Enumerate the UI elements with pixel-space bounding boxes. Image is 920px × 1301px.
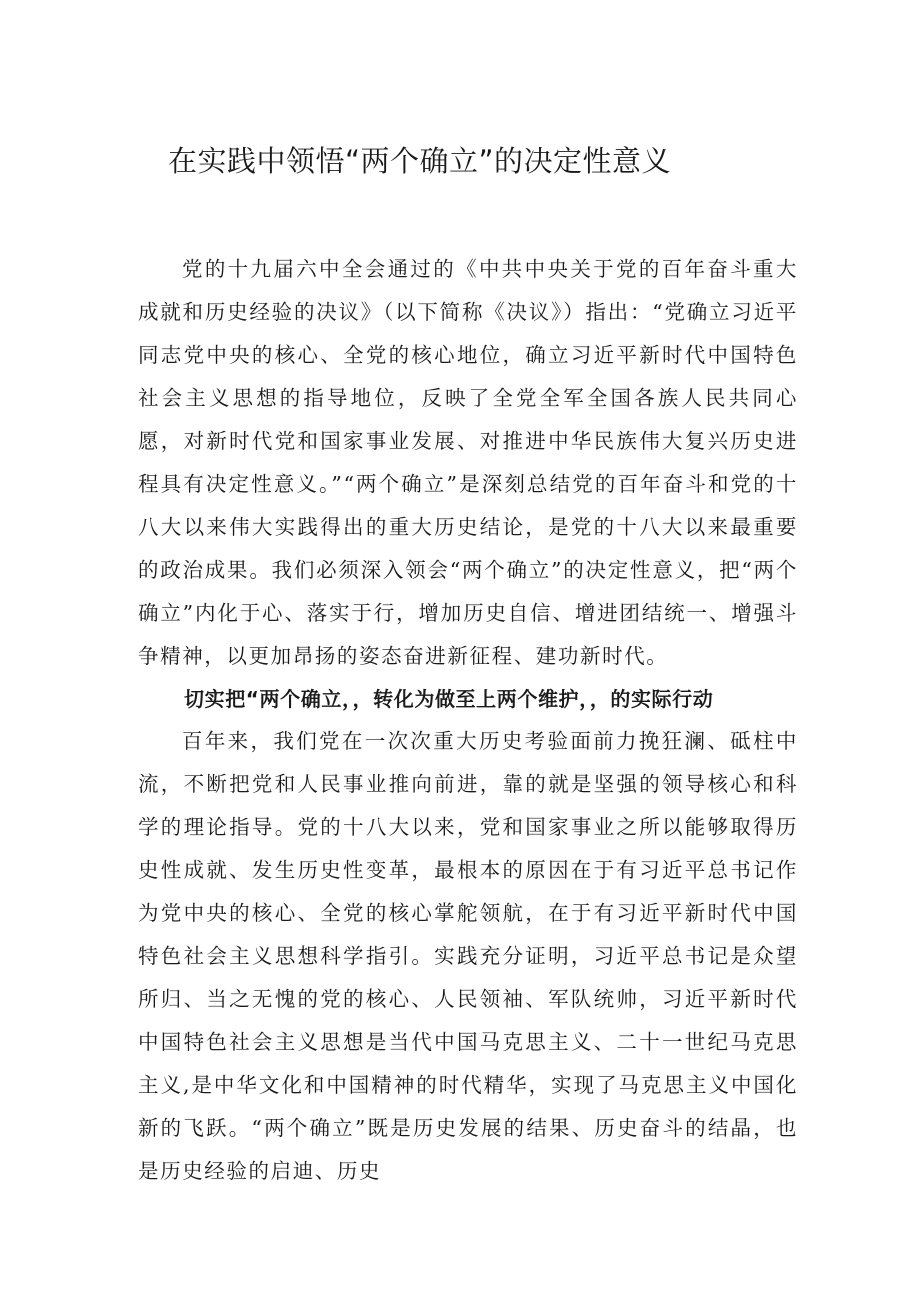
document-title: 在实践中领悟“两个确立”的决定性意义 [168, 144, 672, 178]
section-heading: 切实把“两个确立，，转化为做至上两个维护，，的实际行动 [184, 687, 714, 711]
intro-paragraph: 党的十九届六中全会通过的《中共中央关于党的百年奋斗重大成就和历史经验的决议》（以下简称《决议》）指出：“党确立习近平同志党中央的核心、全党的核心地位，确立习近平新时代中国特色社会主义思想的指导地位，反映了全党全军全国各族人民共同心愿，对新时代党和国家事业发展、对推进中华民族伟大复兴历史进程具有决定性意义。”“两个确立”是深刻总结党的百年奋斗和党的十八大以来伟大实践得出的重大历史结论，是党的十八大以来最重要的政治成果。我们必须深入领会“两个确立”的决定性意义，把“两个确立”内化于心、落实于行，增加历史自信、增进团结统一、增强斗争精神，以更加昂扬的姿态奋进新征程、建功新时代。 [138, 257, 798, 668]
section-paragraph: 百年来，我们党在一次次重大历史考验面前力挽狂澜、砥柱中流，不断把党和人民事业推向前进，靠的就是坚强的领导核心和科学的理论指导。党的十八大以来，党和国家事业之所以能够取得历史性成就、发生历史性变革，最根本的原因在于有习近平总书记作为党中央的核心、全党的核心掌舵领航，在于有习近平新时代中国特色社会主义思想科学指引。实践充分证明，习近平总书记是众望所归、当之无愧的党的核心、人民领袖、军队统帅，习近平新时代中国特色社会主义思想是当代中国马克思主义、二十一世纪马克思主义,是中华文化和中国精神的时代精华，实现了马克思主义中国化新的飞跃。“两个确立”既是历史发展的结果、历史奋斗的结晶，也是历史经验的启迪、历史 [138, 729, 798, 1183]
